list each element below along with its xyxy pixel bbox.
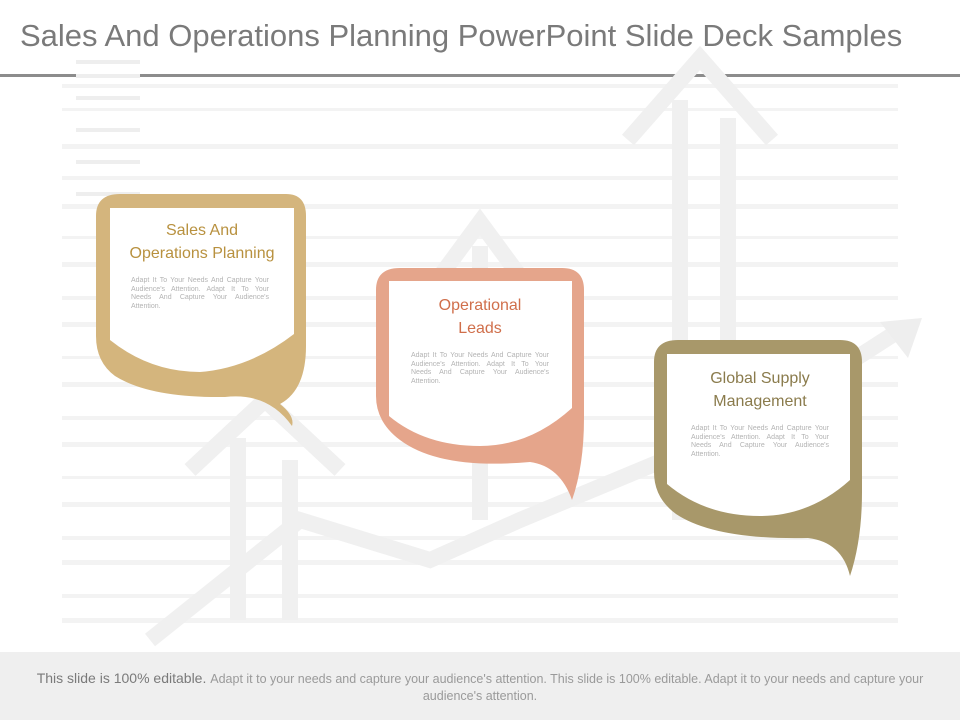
card-3-heading-line-1: Global Supply — [710, 370, 810, 387]
card-2-body: Adapt It To Your Needs And Capture Your Audience's Attention. Adapt It To Your Needs And Capture Your Audience's Attention. — [411, 352, 549, 385]
footer-text — [18, 670, 942, 705]
card-2-heading-line-1: Operational — [438, 297, 522, 314]
card-3-heading-line-2: Management — [713, 393, 807, 410]
footer-lead: This slide is 100% editable. — [36, 670, 211, 686]
card-text-2 — [396, 294, 564, 386]
card-1-heading-line-2: Operations Planning — [129, 245, 275, 262]
card-1-heading-line-1: Sales And — [165, 222, 239, 239]
card-1-heading — [116, 219, 288, 265]
footer-body: Adapt it to your needs and capture your audience's attention. This slide is 100% editable. Adapt it to your needs and capture your audience's attention. — [210, 672, 924, 703]
card-text-3 — [676, 367, 844, 459]
card-3-body: Adapt It To Your Needs And Capture Your Audience's Attention. Adapt It To Your Needs And Capture Your Audience's Attention. — [691, 425, 829, 458]
card-2-heading-line-2: Leads — [458, 320, 502, 337]
slide-title: Sales And Operations Planning PowerPoint Slide Deck Samples — [20, 18, 903, 53]
card-2-heading — [396, 294, 564, 340]
footer-bar — [0, 652, 960, 720]
card-1-body: Adapt It To Your Needs And Capture Your Audience's Attention. Adapt It To Your Needs And Capture Your Audience's Attention. — [131, 277, 269, 310]
card-text-1 — [116, 219, 288, 311]
card-3-heading — [676, 367, 844, 413]
